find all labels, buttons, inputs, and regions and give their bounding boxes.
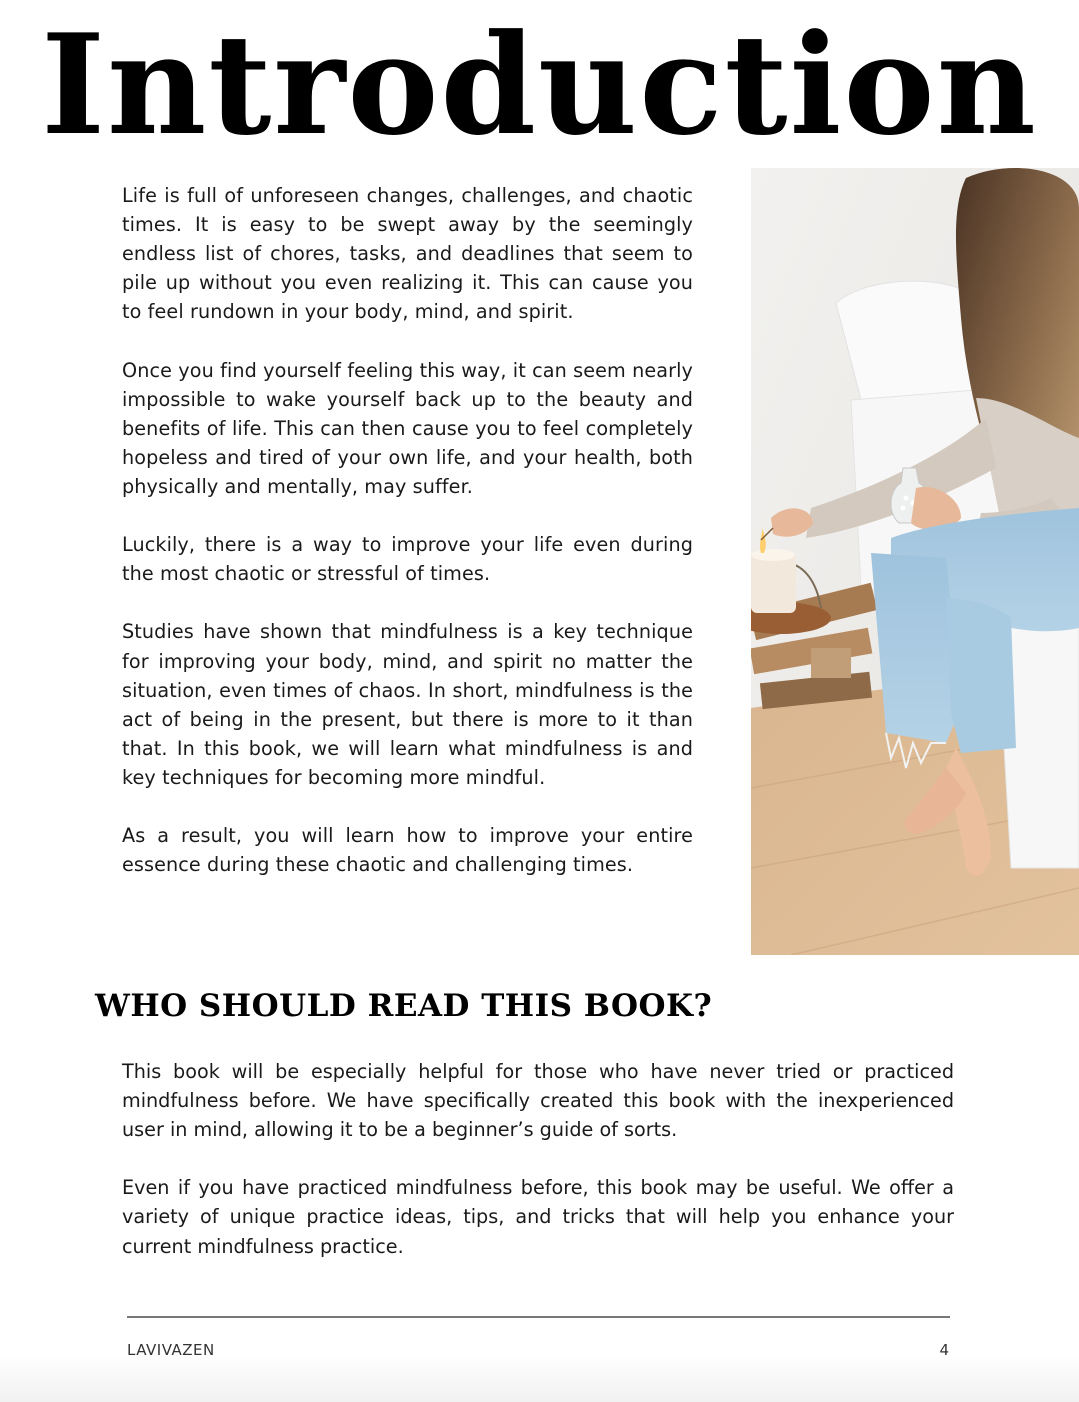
intro-text	[122, 181, 693, 879]
intro-paragraph: Life is full of unforeseen changes, challenges, and chaotic times. It is easy to be swept away by the seemingly endless list of chores, tasks, and deadlines that seem to pile up without you even realizing it. This can cause you to feel rundown in your body, mind, and spirit.	[122, 184, 693, 324]
footer-divider	[127, 1316, 950, 1318]
intro-paragraph: Once you find yourself feeling this way, it can seem nearly impossible to wake yourself back up to the beauty and benefits of life. This can then cause you to feel completely hopeless and tired of your own life, and your health, both physically and mentally, may suffer.	[122, 358, 693, 498]
section-paragraph: Even if you have practiced mindfulness before, this book may be useful. We offer a variety of unique practice ideas, tips, and tricks that will help you enhance your current mindfulness practice.	[122, 1176, 954, 1258]
intro-paragraph: Studies have shown that mindfulness is a key technique for improving your body, mind, and spirit no matter the situation, even times of chaos. In short, mindfulness is the act of being in the present, but there is more to it than that. In this book, we will learn what mindfulness is and key techniques for becoming more mindful.	[122, 620, 693, 789]
section-paragraph: This book will be especially helpful for those who have never tried or practiced mindfulness before. We have specifically created this book with the inexperienced user in mind, allowing it to be a beginner’s guide of sorts.	[122, 1060, 954, 1142]
intro-paragraph: As a result, you will learn how to improve your entire essence during these chaotic and challenging times.	[122, 824, 693, 877]
section-text	[122, 1057, 954, 1290]
intro-photo	[751, 168, 1079, 955]
intro-paragraph: Luckily, there is a way to improve your life even during the most chaotic or stressful of times.	[122, 533, 693, 586]
section-heading: WHO SHOULD READ THIS BOOK?	[95, 988, 713, 1024]
page-title: Introduction	[41, 3, 1038, 166]
footer-brand: LAVIVAZEN	[127, 1341, 215, 1359]
page-number: 4	[939, 1341, 949, 1359]
